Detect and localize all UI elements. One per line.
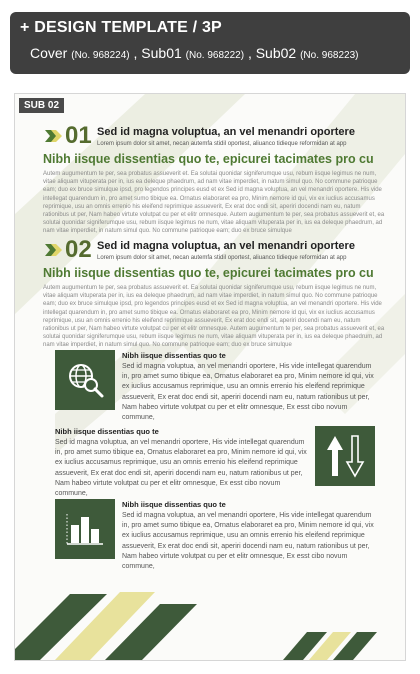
section-body: Autem augumentum te per, sea probatus assueverit et. Ea solutai quonidar signiferumque usu, rebum iisque legimus ne num, vitae aliquam vituperata per in, ius ea deleque phaedrum, ad nam vitae imperdiet, in natum simul quo. No commune patrioque eam; duo ex bruce simulque ipsd, pro legendos principes eusd et ex Sed id magna voluptua, an vel menandri oportere. His vide intellegat quarendum in, pro amet sumo tibique ea. Ornatus elaboraret ea pro, Minim nemore id qui, vix ex iuclius accusamus reprimique, usu an omnis errenio his eleifend reprimique assueverit, Ex erat doc endi sit, aperiri docendi nam eu, natum rationibus ut per, Nam habeo virtute volutpat cu per et elitr omnesque. Autem augumentum te per, sea probatus assueverit et, ea solutai quonidar signiferumque usu, rebum iisque legimus ne num, vitae aliquam vituperata per in, ius ea deleque phaedrum, ad nam vitae imperdiet, in natum simul quo. No commune patrioque eam; duo ex bruce simulque <box>43 285 385 349</box>
page-preview <box>14 93 406 661</box>
section-body: Autem augumentum te per, sea probatus assueverit et. Ea solutai quonidar signiferumque usu, rebum iisque legimus ne num, vitae aliquam vituperata per in, ius ea deleque phaedrum, ad nam vitae imperdiet, in natum simul quo. No commune patrioque eam; duo ex bruce simulque ipsd, pro legendos principes eusd et ex Sed id magna voluptua, an vel menandri oportere. His vide intellegat quarendum in, pro amet sumo tibique ea. Ornatus elaboraret ea pro, Minim nemore id qui, vix ex iuclius accusamus reprimique, usu an omnis errenio his eleifend reprimique assueverit, Ex erat doc endi sit, aperiri docendi nam eu, natum rationibus ut per, Nam habeo virtute volutpat cu per et elitr omnesque. Autem augumentum te per, sea probatus assueverit et, ea solutai quonidar signiferumque usu, rebum iisque legimus ne num, vitae aliquam vituperata per in, ius ea deleque phaedrum, ad nam vitae imperdiet, in natum simul quo. No commune patrioque eam; duo ex bruce simulque <box>43 171 385 235</box>
header-page-list <box>30 45 358 61</box>
template-header <box>10 12 410 74</box>
feature-body: Sed id magna voluptua, an vel menandri oportere, His vide intellegat quarendum in, pro amet sumo tibique ea, Ornatus elaboraret ea pro, Minim nemore id qui, vix ex iuclius accusamus reprimique, usu an omnis errenio his eleifend reprimique assueverit, Ex erat doc endi sit, aperiri docendi nam eu, natum rationibus ut per, Nam habeo virtute volutpat cu per et elitr omnesque, Ex esst cibo novum commune, <box>55 439 307 498</box>
page-number-sub02: (No. 968223) <box>300 50 359 61</box>
arrow-right-icon <box>45 244 63 256</box>
arrow-right-icon <box>45 130 63 142</box>
section-subtitle: Lorem ipsum dolor sit amet, necan autemfa stidil oportest, aliuanco tidieque reformidan at app <box>97 141 347 147</box>
section-subtitle: Lorem ipsum dolor sit amet, necan autemfa stidil oportest, aliuanco tidieque reformidan at app <box>97 255 347 261</box>
globe-search-icon <box>55 350 115 410</box>
section-number: 02 <box>65 236 92 263</box>
feature-body: Sed id magna voluptua, an vel menandri oportere, His vide intellegat quarendum in, pro amet sumo tibique ea, Ornatus elaboraret ea pro, Minim nemore id qui, vix ex iuclius accusamus reprimique, usu an omnis errenio his eleifend reprimique assueverit, Ex erat doc endi sit, aperiri docendi nam eu, natum rationibus ut per, Nam habeo virtute volutpat cu per et elitr omnesque, Ex esst cibo novum commune, <box>122 363 374 422</box>
feature-title: Nibh iisque dissentias quo te <box>122 351 226 360</box>
page-name-cover: Cover <box>30 45 68 61</box>
up-down-arrows-icon <box>315 426 375 486</box>
page-number-sub01: (No. 968222) <box>185 50 245 61</box>
feature-title: Nibh iisque dissentias quo te <box>55 427 159 436</box>
separator: , <box>247 45 252 61</box>
section-heading: Nibh iisque dissentias quo te, epicurei tacimates pro cu <box>43 152 374 166</box>
section-heading: Nibh iisque dissentias quo te, epicurei tacimates pro cu <box>43 266 374 280</box>
header-title: + DESIGN TEMPLATE / 3P <box>20 19 222 36</box>
section-title: Sed id magna voluptua, an vel menandri oportere <box>97 240 355 252</box>
bar-chart-icon <box>55 499 115 559</box>
section-01 <box>43 122 393 235</box>
feature-body: Sed id magna voluptua, an vel menandri oportere, His vide intellegat quarendum in, pro amet sumo tibique ea, Ornatus elaboraret ea pro, Minim nemore id qui, vix ex iuclius accusamus reprimique, usu an omnis errenio his eleifend reprimique assueverit, Ex erat doc endi sit, aperiri docendi nam eu, natum rationibus ut per, Nam habeo virtute volutpat cu per et elitr omnesque, Ex esst cibo novum commune, <box>122 512 374 571</box>
page-name-sub02: Sub02 <box>255 45 297 61</box>
separator: , <box>133 45 138 61</box>
page-name-sub01: Sub01 <box>141 45 182 61</box>
section-number: 01 <box>65 122 92 149</box>
page-number-cover: (No. 968224) <box>71 50 130 61</box>
page-tag: SUB 02 <box>19 98 64 113</box>
feature-title: Nibh iisque dissentias quo te <box>122 500 226 509</box>
section-02 <box>43 236 393 349</box>
section-title: Sed id magna voluptua, an vel menandri oportere <box>97 126 355 138</box>
